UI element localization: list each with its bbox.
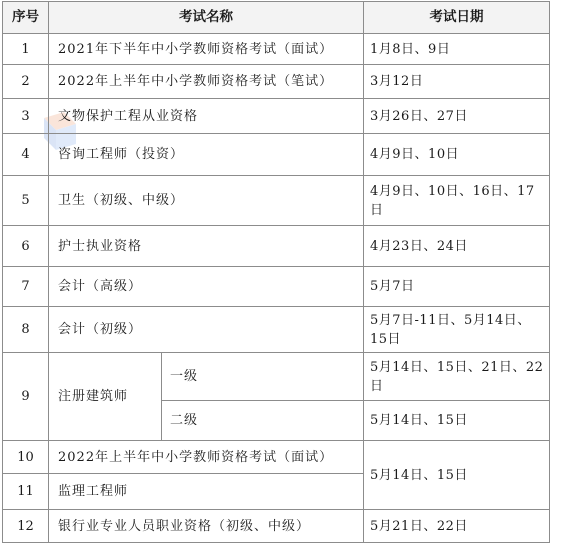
row-no: 8 [3,307,49,353]
row-no: 2 [3,65,49,99]
row-date-shared: 5月14日、15日 [364,441,550,510]
row-date: 5月14日、15日 [364,401,550,441]
row-date: 3月12日 [364,65,550,99]
row-subcategory: 一级 [162,353,364,401]
row-name: 咨询工程师（投资） [49,134,364,176]
header-name: 考试名称 [49,2,364,34]
table-row [3,267,550,307]
table-row [3,307,550,353]
table-row [3,99,550,134]
row-name: 会计（高级） [49,267,364,307]
row-date: 5月14日、15日、21日、22日 [364,353,550,401]
header-date: 考试日期 [364,2,550,34]
row-no: 7 [3,267,49,307]
table-row [3,441,550,474]
row-no: 12 [3,510,49,543]
row-no: 4 [3,134,49,176]
row-name: 2021年下半年中小学教师资格考试（面试） [49,34,364,65]
row-date: 4月23日、24日 [364,226,550,267]
table-row [3,510,550,543]
exam-schedule-table-wrapper [2,1,550,543]
table-row [3,176,550,226]
row-no: 5 [3,176,49,226]
row-no: 9 [3,353,49,441]
row-name: 文物保护工程从业资格 [49,99,364,134]
row-date: 4月9日、10日、16日、17日 [364,176,550,226]
row-name: 卫生（初级、中级） [49,176,364,226]
row-date: 5月21日、22日 [364,510,550,543]
table-row [3,226,550,267]
row-name: 护士执业资格 [49,226,364,267]
exam-schedule-table [2,1,550,543]
row-date: 4月9日、10日 [364,134,550,176]
row-date: 5月7日-11日、5月14日、15日 [364,307,550,353]
row-name: 银行业专业人员职业资格（初级、中级） [49,510,364,543]
table-row [3,353,550,401]
header-no: 序号 [3,2,49,34]
row-name: 注册建筑师 [49,353,162,441]
row-name: 2022年上半年中小学教师资格考试（笔试） [49,65,364,99]
row-no: 11 [3,474,49,510]
row-date: 1月8日、9日 [364,34,550,65]
row-no: 3 [3,99,49,134]
row-no: 10 [3,441,49,474]
row-name: 2022年上半年中小学教师资格考试（面试） [49,441,364,474]
row-no: 6 [3,226,49,267]
table-header-row [3,2,550,34]
row-subcategory: 二级 [162,401,364,441]
row-no: 1 [3,34,49,65]
row-date: 3月26日、27日 [364,99,550,134]
table-row [3,65,550,99]
row-date: 5月7日 [364,267,550,307]
table-row [3,134,550,176]
row-name: 会计（初级） [49,307,364,353]
table-row [3,34,550,65]
row-name: 监理工程师 [49,474,364,510]
